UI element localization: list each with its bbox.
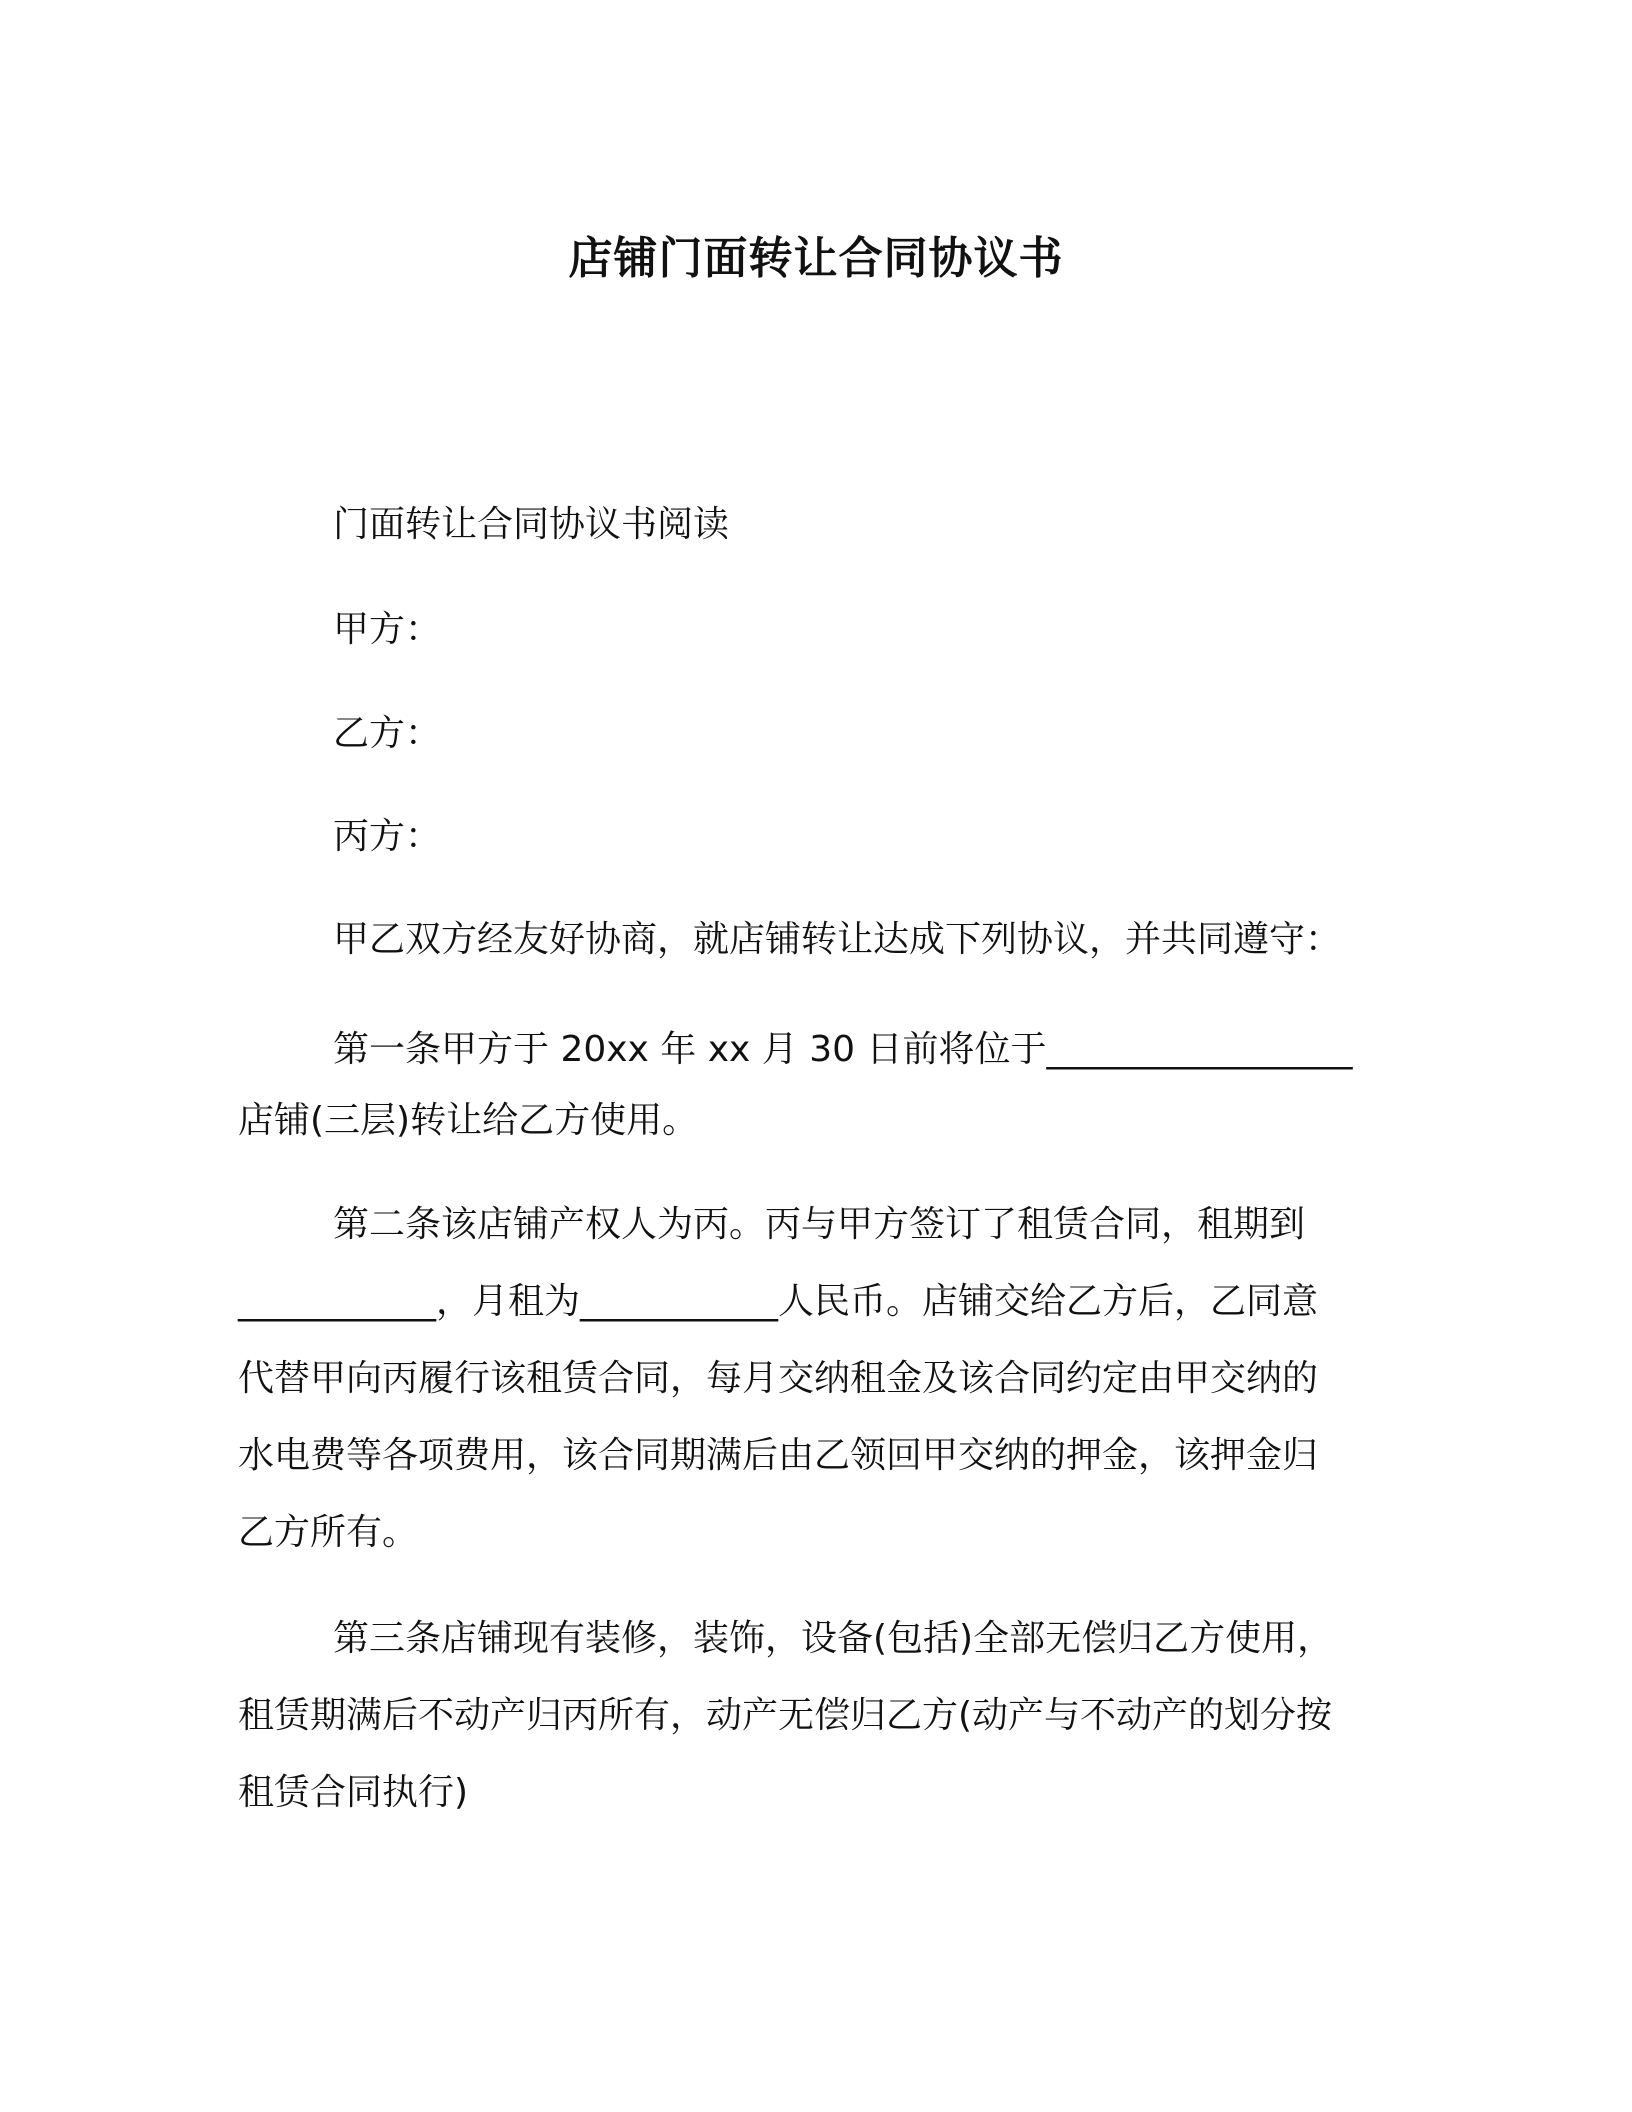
article2-line2: ___________，月租为___________人民币。店铺交给乙方后，乙同意	[238, 1281, 1319, 1322]
article1-line1: 第一条甲方于 20xx 年 xx 月 30 日前将位于_________________	[333, 1029, 1353, 1070]
article2-line1: 第二条该店铺产权人为丙。丙与甲方签订了租赁合同，租期到	[333, 1204, 1306, 1245]
article3-line1: 第三条店铺现有装修，装饰，设备(包括)全部无偿归乙方使用，	[333, 1618, 1334, 1659]
article2-line4: 水电费等各项费用，该合同期满后由乙领回甲交纳的押金，该押金归	[238, 1435, 1319, 1476]
intro-paragraph: 甲乙双方经友好协商，就店铺转让达成下列协议，并共同遵守：	[333, 919, 1342, 960]
party-c-label: 丙方：	[333, 816, 442, 857]
article1-line2: 店铺(三层)转让给乙方使用。	[238, 1100, 699, 1141]
document-title: 店铺门面转让合同协议书	[568, 233, 1064, 284]
party-a-label: 甲方：	[333, 609, 442, 650]
article3-line3: 租赁合同执行)	[238, 1772, 469, 1813]
document-subtitle: 门面转让合同协议书阅读	[333, 504, 730, 545]
party-b-label: 乙方：	[333, 713, 442, 754]
article2-line3: 代替甲向丙履行该租赁合同，每月交纳租金及该合同约定由甲交纳的	[238, 1358, 1319, 1399]
article2-line5: 乙方所有。	[238, 1512, 419, 1553]
article3-line2: 租赁期满后不动产归丙所有，动产无偿归乙方(动产与不动产的划分按	[238, 1695, 1333, 1736]
